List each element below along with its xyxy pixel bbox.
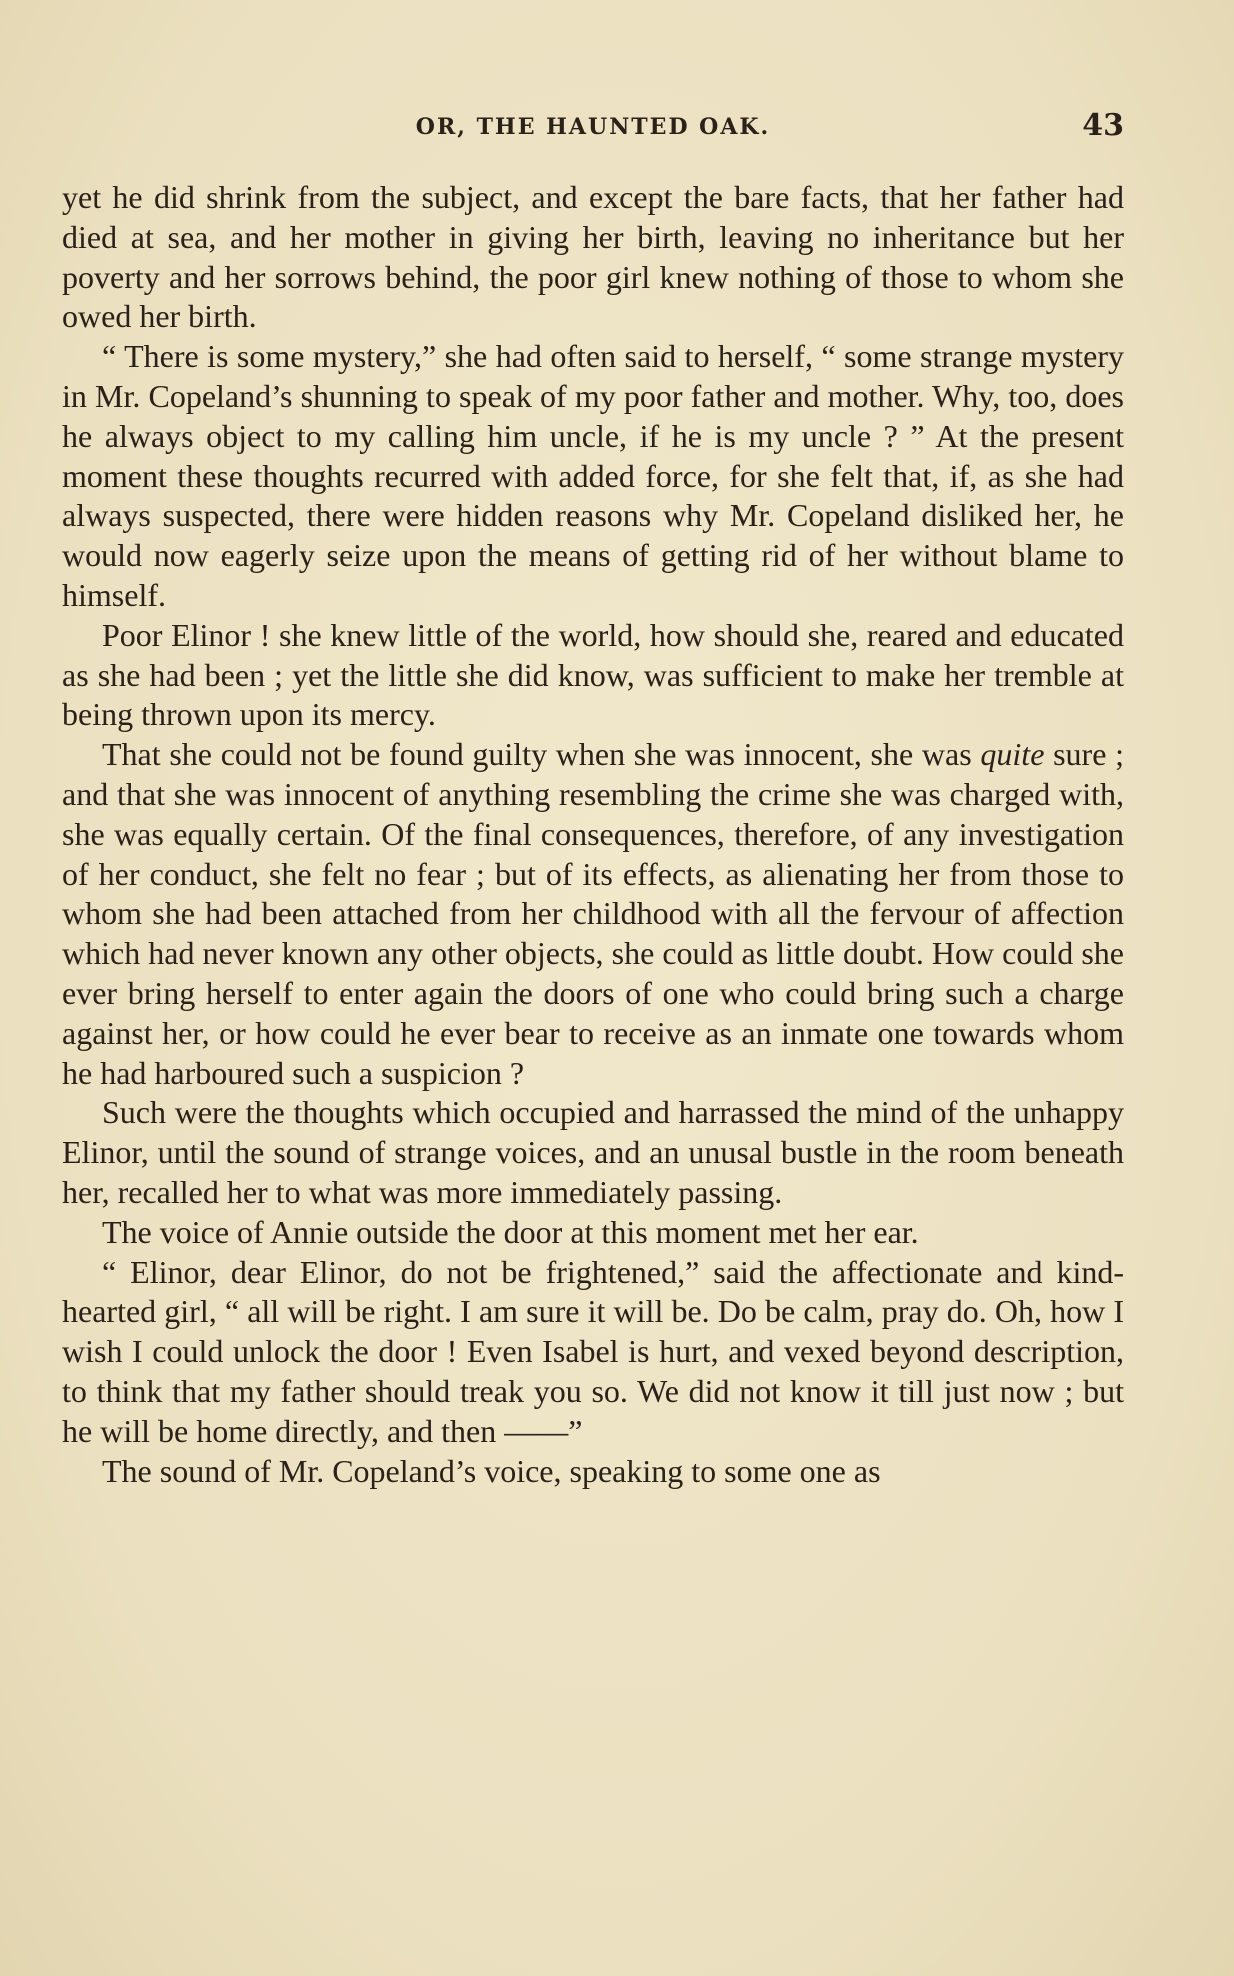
paragraph: Such were the thoughts which occupied and harrassed the mind of the unhappy Elinor, until the sound of strange voices, and an unusal bustle in the room beneath her, recalled her to what was more immediately passing. bbox=[62, 1094, 1124, 1210]
paragraph: yet he did shrink from the subject, and except the bare facts, that her father had died at sea, and her mother in giving her birth, leaving no inheritance but her poverty and her sorrows behind, the poor girl knew nothing of those to whom she owed her birth. bbox=[62, 179, 1124, 335]
running-head: OR, THE HAUNTED OAK. bbox=[415, 114, 771, 140]
paragraph: The sound of Mr. Copeland’s voice, speaking to some one as bbox=[102, 1452, 881, 1489]
paragraph bbox=[62, 735, 1124, 1093]
italic-word: quite bbox=[980, 736, 1045, 773]
paragraph-text: sure ; and that she was innocent of anything resembling the crime she was charged with, she was equally certain. Of the final consequences, therefore, of any investigation of her conduct, she felt no fear ; but of its effects, as alienating her from those to whom she had been attached from her childhood with all the fervour of affection which had never known any other objects, she could as little doubt. How could she ever bring herself to enter again the doors of one who could bring such a charge against her, or how could he ever bear to receive as an inmate one towards whom he had harboured such a suspicion ? bbox=[62, 736, 1125, 1091]
page-header bbox=[62, 108, 1124, 148]
page-number: 43 bbox=[1082, 108, 1124, 143]
paragraph-text: That she could not be found guilty when she was innocent, she was bbox=[102, 736, 981, 773]
paragraph: “ Elinor, dear Elinor, do not be frightened,” said the affectionate and kind-hearted girl, “ all will be right. I am sure it will be. Do be calm, pray do. Oh, how I wish I could unlock the door ! Even Isabel is hurt, and vexed beyond description, to think that my father should treak you so. We did not know it till just now ; but he will be home directly, and then ——” bbox=[62, 1253, 1124, 1449]
paragraph: “ There is some mystery,” she had often said to herself, “ some strange mystery in Mr. Copeland’s shunning to speak of my poor father and mother. Why, too, does he always object to my calling him uncle, if he is my uncle ? ” At the present moment these thoughts recurred with added force, for she felt that, if, as she had always suspected, there were hidden reasons why Mr. Copeland disliked her, he would now eagerly seize upon the means of getting rid of her without blame to himself. bbox=[62, 338, 1124, 613]
body-text bbox=[62, 178, 1124, 1491]
paragraph: The voice of Annie outside the door at this moment met her ear. bbox=[102, 1213, 919, 1250]
paragraph: Poor Elinor ! she knew little of the world, how should she, reared and educated as she had been ; yet the little she did know, was sufficient to make her tremble at being thrown upon its mercy. bbox=[62, 616, 1124, 733]
